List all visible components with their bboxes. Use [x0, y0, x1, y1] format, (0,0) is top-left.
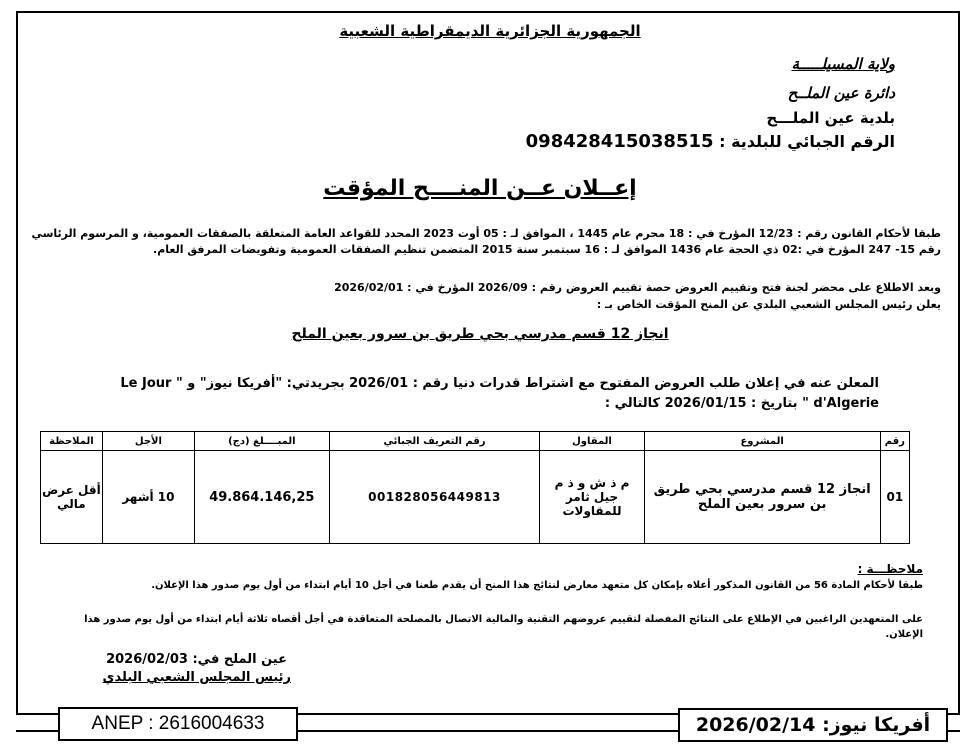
row-note: أقل عرض مالي	[41, 451, 103, 544]
col-header-duration: الأجل	[102, 432, 194, 451]
project-object-title: انجاز 12 قسم مدرسي بحي طريق بن سرور بعين الملح	[291, 326, 669, 342]
row-nif: 001828056449813	[329, 451, 540, 544]
republic-header: الجمهورية الجزائرية الديمقراطية الشعبية	[339, 22, 641, 40]
note-appeal: طبقا لأحكام المادة 56 من القانون المذكور أعلاه بإمكان كل متعهد معارض لنتائج هذا المنح أن يقدم طعنا في أجل 10 أيام ابتداء من أول يوم صدور هذا الإعلان.	[151, 580, 923, 591]
row-num: 01	[880, 451, 909, 544]
fiscal-label: الرقم الجبائي للبلدية :	[719, 132, 895, 151]
col-header-project: المشروع	[644, 432, 880, 451]
place-date: عين الملح في: 2026/02/03	[106, 652, 287, 667]
committee-paragraph: وبعد الاطلاع على محضر لجنة فتح وتقييم العروض حصة تقييم العروض رقم : 2026/09 المؤرخ في : 2026/02/01	[334, 281, 941, 294]
row-project: انجاز 12 قسم مدرسي بحي طريق بن سرور بعين الملح	[644, 451, 880, 544]
wilaya-line: ولاية المسيلـــــة	[791, 55, 895, 73]
announcement-paragraph: المعلن عنه في إعلان طلب العروض المفتوح مع اشتراط قدرات دنيا رقم : 2026/01 بجريدتي: "أفريكا نيوز" و " Le Jour d'Algerie " بتاريخ : 2026/01/15 كالتالي :	[120, 376, 879, 411]
col-header-note: الملاحظة	[41, 432, 103, 451]
journal-reference: أفريكا نيوز: 2026/02/14	[678, 708, 948, 742]
signer-title: رئيس المجلس الشعبي البلدي	[102, 670, 291, 685]
award-table	[40, 431, 910, 544]
anep-reference: ANEP : 2616004633	[58, 707, 298, 741]
col-header-nif: رقم التعريف الجبائي	[329, 432, 540, 451]
table-row	[41, 451, 910, 544]
row-amount: 49.864.146,25	[194, 451, 329, 544]
notes-heading: ملاحظـــة :	[857, 562, 923, 576]
declaration-paragraph: يعلن رئيس المجلس الشعبي البلدي عن المنح المؤقت الخاص بـ :	[596, 298, 941, 311]
fiscal-number-line	[526, 131, 895, 152]
row-contractor: م ذ ش و ذ م جيل ثامر للمقاولات	[540, 451, 644, 544]
fiscal-number: 098428415038515	[525, 131, 714, 152]
col-header-amount: المبــــلغ (دج)	[194, 432, 329, 451]
col-header-num: رقم	[880, 432, 909, 451]
row-duration: 10 أشهر	[102, 451, 194, 544]
baladia-line: بلدية عين الملـــح	[766, 109, 895, 127]
page-title: إعــلان عــن المنــــح المؤقت	[323, 176, 637, 201]
col-header-contractor: المقاول	[540, 432, 644, 451]
legal-basis-paragraph: طبقا لأحكام القانون رقم : 12/23 المؤرخ في : 18 محرم عام 1445 ، الموافق لـ : 05 أوت 2023 المحدد للقواعد العامة المتعلقة بالصفقات العمومية، و المرسوم الرئاسي رقم 15- 247 المؤرخ في :02 ذي الحجة عام 1436 الموافق لـ : 16 سبتمبر سنة 2015 المتضمن تنظيم الصفقات العمومية وتفويضات المرفق العام.	[31, 227, 941, 256]
note-results: على المتعهدين الراغبين في الإطلاع على النتائج المفصلة لتقييم عروضهم التقنية والمالية الاتصال بالمصلحة المتعاقدة في أجل أقصاه ثلاثة أيام ابتداء من أول يوم صدور هذا الإعلان.	[84, 614, 923, 640]
table-header-row	[41, 432, 910, 451]
daira-line: دائرة عين الملــح	[787, 84, 895, 102]
